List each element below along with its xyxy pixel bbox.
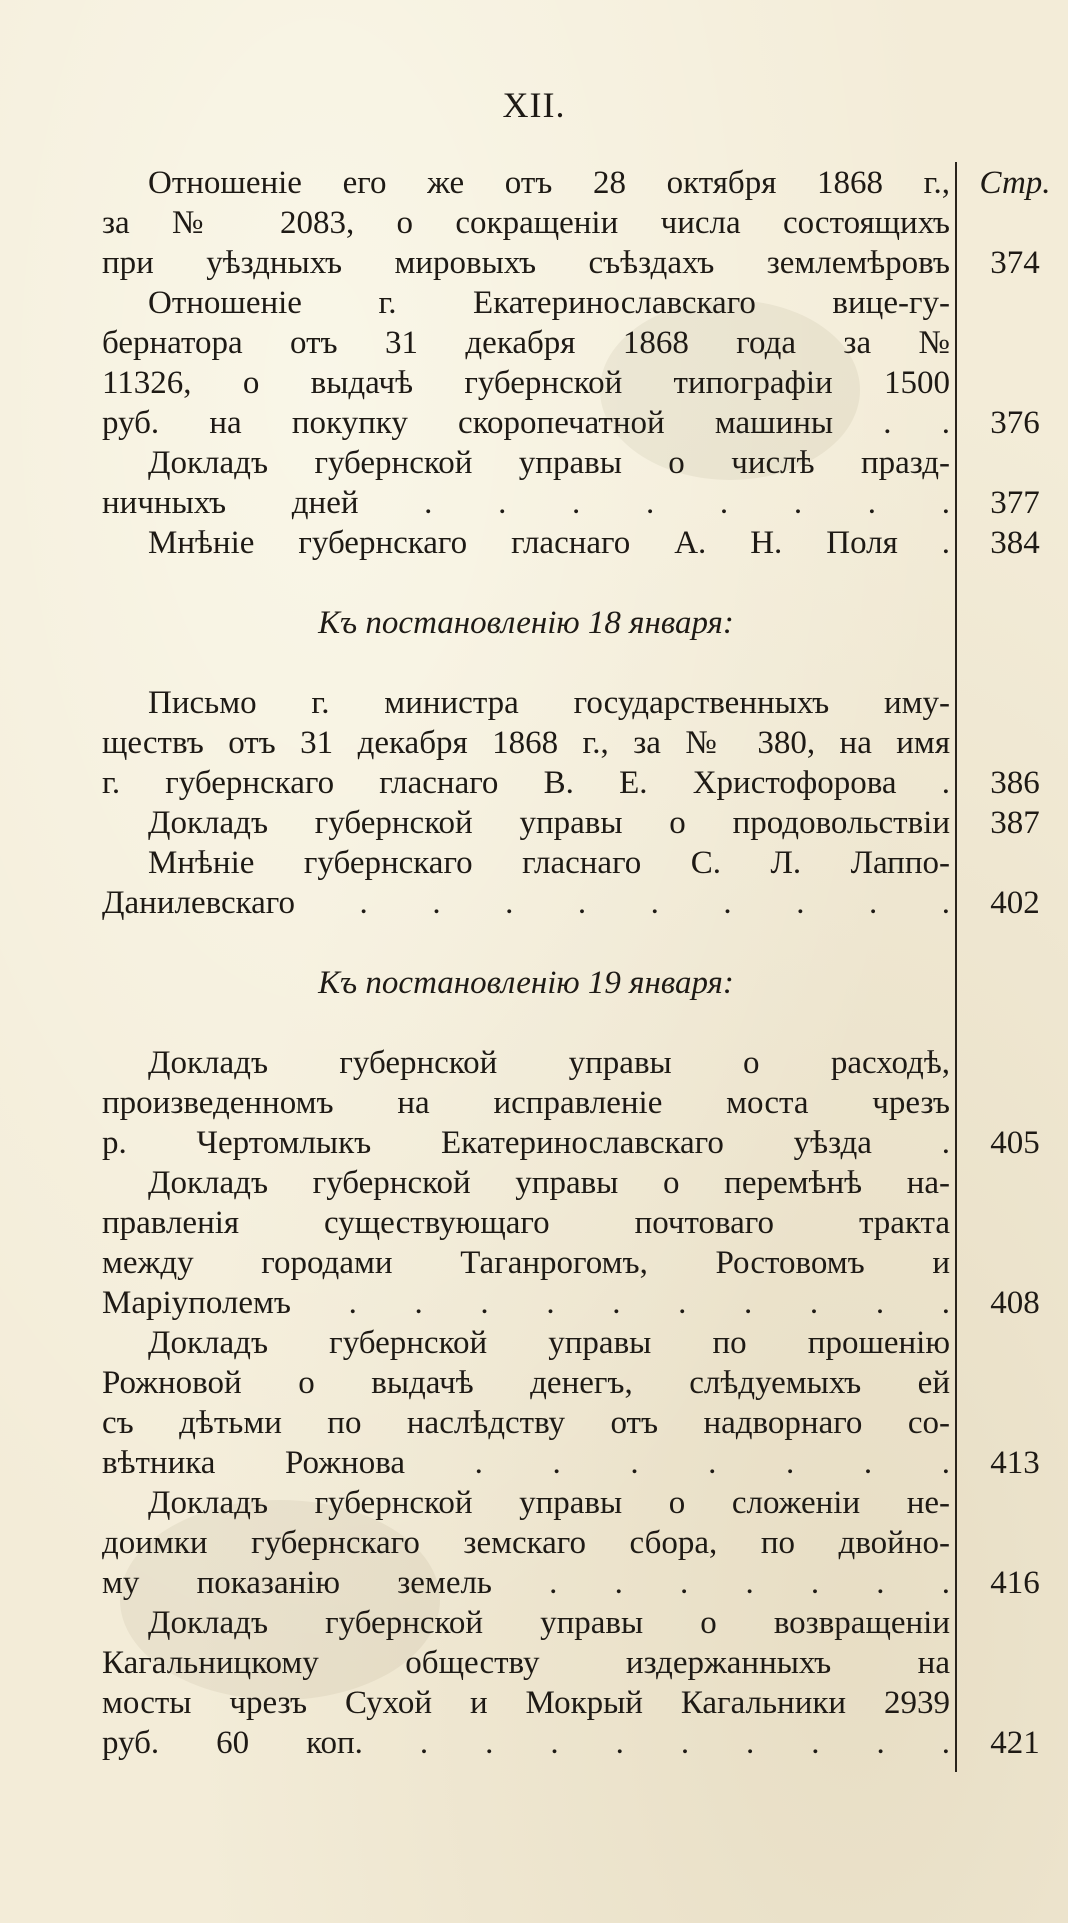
column-rule bbox=[955, 162, 957, 1772]
page-marker: XII. bbox=[502, 85, 566, 125]
toc-entry-line: за № 2083, о сокращеніи числа состоящихъ bbox=[102, 205, 950, 241]
toc-entry-line: Отношеніе г. Екатеринославскаго вице-гу- bbox=[148, 285, 950, 321]
toc-page-number: 405 bbox=[990, 1125, 1040, 1161]
toc-entry-line: Мнѣніе губернскаго гласнаго С. Л. Лаппо- bbox=[148, 845, 950, 881]
toc-entry-line: при уѣздныхъ мировыхъ съѣздахъ землемѣровъ bbox=[102, 245, 950, 281]
toc-entry-line: Письмо г. министра государственныхъ иму- bbox=[148, 685, 950, 721]
toc-entry-line: р. Чертомлыкъ Екатеринославскаго уѣзда . bbox=[102, 1125, 950, 1161]
page-column-header: Стр. bbox=[979, 165, 1051, 201]
toc-page-number: 408 bbox=[990, 1285, 1040, 1321]
toc-page-number: 416 bbox=[990, 1565, 1040, 1601]
section-heading: Къ постановленію 19 января: bbox=[318, 965, 734, 1001]
toc-page-number: 384 bbox=[990, 525, 1040, 561]
toc-entry-line: съ дѣтьми по наслѣдству отъ надворнаго со- bbox=[102, 1405, 950, 1441]
toc-entry-line: вѣтника Рожнова . . . . . . . bbox=[102, 1445, 950, 1481]
toc-page-number: 387 bbox=[990, 805, 1040, 841]
section-heading: Къ постановленію 18 января: bbox=[318, 605, 734, 641]
toc-entry-line: му показанію земель . . . . . . . bbox=[102, 1565, 950, 1601]
toc-page-number: 421 bbox=[990, 1725, 1040, 1761]
toc-entry-line: между городами Таганрогомъ, Ростовомъ и bbox=[102, 1245, 950, 1281]
toc-entry-line: Докладъ губернской управы о возвращеніи bbox=[148, 1605, 950, 1641]
toc-entry-line: 11326, о выдачѣ губернской типографіи 1500 bbox=[102, 365, 950, 401]
toc-entry-line: Докладъ губернской управы о расходѣ, bbox=[148, 1045, 950, 1081]
toc-entry-line: Отношеніе его же отъ 28 октября 1868 г., bbox=[148, 165, 950, 201]
toc-entry-line: Докладъ губернской управы о сложеніи не- bbox=[148, 1485, 950, 1521]
toc-entry-line: Маріуполемъ . . . . . . . . . . bbox=[102, 1285, 950, 1321]
toc-entry-line: Докладъ губернской управы по прошенію bbox=[148, 1325, 950, 1361]
toc-entry-line: доимки губернскаго земскаго сбора, по двойно- bbox=[102, 1525, 950, 1561]
toc-entry-line: ществъ отъ 31 декабря 1868 г., за № 380, на имя bbox=[102, 725, 950, 761]
toc-entry-line: Докладъ губернской управы о числѣ празд- bbox=[148, 445, 950, 481]
toc-entry-line: правленія существующаго почтоваго тракта bbox=[102, 1205, 950, 1241]
toc-entry-line: г. губернскаго гласнаго В. Е. Христофорова . bbox=[102, 765, 950, 801]
toc-page-number: 402 bbox=[990, 885, 1040, 921]
toc-page-number: 376 bbox=[990, 405, 1040, 441]
toc-entry-line: Докладъ губернской управы о продовольствіи bbox=[148, 805, 950, 841]
toc-entry-line: Докладъ губернской управы о перемѣнѣ на- bbox=[148, 1165, 950, 1201]
toc-entry-line: Рожновой о выдачѣ денегъ, слѣдуемыхъ ей bbox=[102, 1365, 950, 1401]
toc-entry-line: Мнѣніе губернскаго гласнаго А. Н. Поля . bbox=[148, 525, 950, 561]
toc-page-number: 413 bbox=[990, 1445, 1040, 1481]
toc-entry-line: бернатора отъ 31 декабря 1868 года за № bbox=[102, 325, 950, 361]
toc-entry-line: Кагальницкому обществу издержанныхъ на bbox=[102, 1645, 950, 1681]
toc-page-number: 386 bbox=[990, 765, 1040, 801]
toc-entry-line: Данилевскаго . . . . . . . . . bbox=[102, 885, 950, 921]
toc-entry-line: мосты чрезъ Сухой и Мокрый Кагальники 2939 bbox=[102, 1685, 950, 1721]
toc-entry-line: произведенномъ на исправленіе моста чрезъ bbox=[102, 1085, 950, 1121]
toc-entry-line: ничныхъ дней . . . . . . . . bbox=[102, 485, 950, 521]
toc-page-number: 374 bbox=[990, 245, 1040, 281]
toc-entry-line: руб. 60 коп. . . . . . . . . . bbox=[102, 1725, 950, 1761]
toc-entry-line: руб. на покупку скоропечатной машины . . bbox=[102, 405, 950, 441]
toc-page-number: 377 bbox=[990, 485, 1040, 521]
